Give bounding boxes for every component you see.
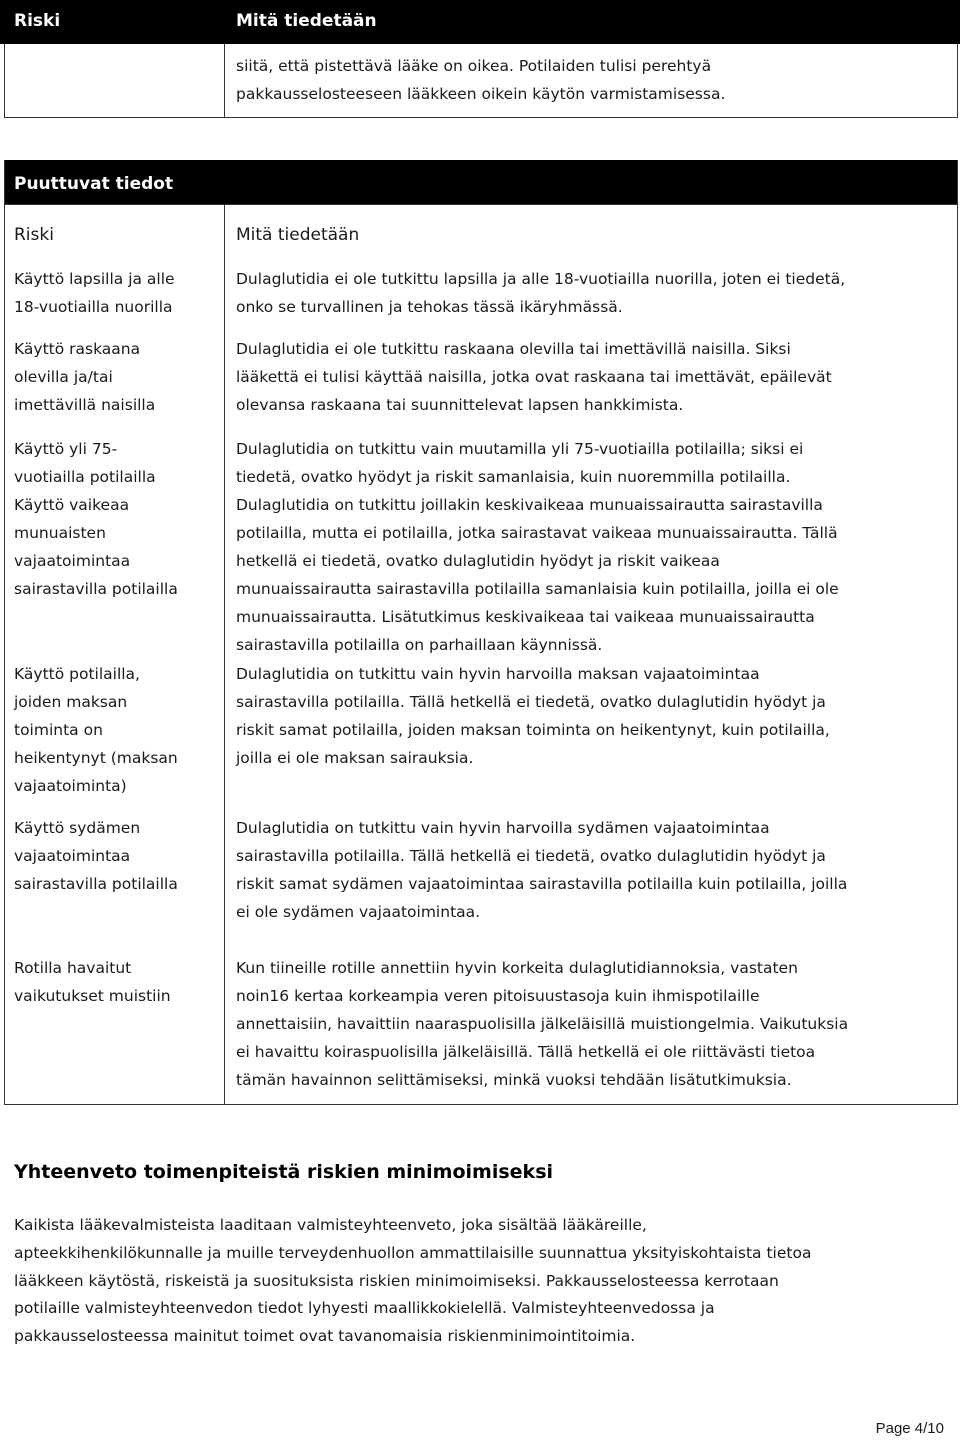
info-line: onko se turvallinen ja tehokas tässä ikäryhmässä. [236, 298, 623, 316]
top-table-left-border [4, 44, 5, 118]
info-line: noin16 kertaa korkeampia veren pitoisuustasoja kuin ihmispotilaille [236, 987, 760, 1005]
missing-table-right-border [957, 160, 958, 1105]
info-line: lääkettä ei tulisi käyttää naisilla, jotka ovat raskaana tai imettävät, epäilevät [236, 368, 832, 386]
info-line: hetkellä ei tiedetä, ovatko dulaglutidin hyödyt ja riskit vaikeaa [236, 552, 720, 570]
risk-line: vajaatoimintaa [14, 847, 131, 865]
info-line: Dulaglutidia on tutkittu vain muutamilla yli 75-vuotiailla potilailla; siksi ei [236, 440, 804, 458]
top-cont-line-2: pakkausselosteeseen lääkkeen oikein käytön varmistamisessa. [236, 85, 726, 103]
top-cont-line-1: siitä, että pistettävä lääke on oikea. Potilaiden tulisi perehtyä [236, 57, 712, 75]
info-line: joilla ei ole maksan sairauksia. [236, 749, 474, 767]
risk-line: Käyttö potilailla, [14, 665, 140, 683]
risk-line: sairastavilla potilailla [14, 580, 178, 598]
col-header-riski: Riski [14, 225, 54, 245]
info-line: Dulaglutidia on tutkittu joillakin keskivaikeaa munuaissairautta sairastavilla [236, 496, 823, 514]
summary-line: pakkausselosteessa mainitut toimet ovat tavanomaisia riskienminimointitoimia. [14, 1327, 636, 1346]
risk-line: olevilla ja/tai [14, 368, 113, 386]
top-header-mita: Mitä tiedetään [236, 11, 377, 31]
top-table-bottom-border [4, 117, 958, 118]
info-line: munuaissairautta sairastavilla potilailla samanlaisia kuin potilailla, joilla ei ole [236, 580, 839, 598]
risk-line: Käyttö lapsilla ja alle [14, 270, 175, 288]
info-line: tiedetä, ovatko hyödyt ja riskit samanlaisia, kuin nuoremmilla potilailla. [236, 468, 791, 486]
summary-line: potilaille valmisteyhteenvedon tiedot lyhyesti maallikkokielellä. Valmisteyhteenvedossa ja [14, 1299, 715, 1318]
info-line: munuaissairautta. Lisätutkimus keskivaikeaa tai vaikeaa munuaissairautta [236, 608, 815, 626]
risk-line: vajaatoimintaa [14, 552, 131, 570]
top-table-header [0, 0, 960, 44]
risk-line: imettävillä naisilla [14, 396, 156, 414]
info-line: Dulaglutidia on tutkittu vain hyvin harvoilla maksan vajaatoimintaa [236, 665, 760, 683]
risk-line: toiminta on [14, 721, 103, 739]
top-table-right-border [957, 44, 958, 118]
risk-line: munuaisten [14, 524, 106, 542]
info-line: sairastavilla potilailla. Tällä hetkellä ei tiedetä, ovatko dulaglutidin hyödyt ja [236, 693, 826, 711]
title-separator [4, 204, 958, 205]
risk-line: Käyttö vaikeaa [14, 496, 130, 514]
risk-line: 18-vuotiailla nuorilla [14, 298, 173, 316]
risk-line: vuotiailla potilailla [14, 468, 156, 486]
missing-table-bottom-border [4, 1104, 958, 1105]
info-line: annettaisiin, havaittiin naaraspuolisilla jälkeläisillä muistiongelmia. Vaikutuksia [236, 1015, 849, 1033]
risk-line: heikentynyt (maksan [14, 749, 178, 767]
summary-line: Kaikista lääkevalmisteista laaditaan valmisteyhteenveto, joka sisältää lääkäreille, [14, 1216, 647, 1234]
risk-line: Käyttö yli 75- [14, 440, 118, 458]
summary-body [14, 1212, 949, 1351]
missing-info-title: Puuttuvat tiedot [14, 174, 174, 194]
risk-line: Käyttö raskaana [14, 340, 141, 358]
info-line: tämän havainnon selittämiseksi, minkä vuoksi tehdään lisätutkimuksia. [236, 1071, 792, 1089]
info-line: sairastavilla potilailla. Tällä hetkellä ei tiedetä, ovatko dulaglutidin hyödyt ja [236, 847, 826, 865]
risk-line: vaikutukset muistiin [14, 987, 171, 1005]
summary-line: lääkkeen käytöstä, riskeistä ja suosituksista riskien minimoimiseksi. Pakkausselosteessa kerrotaan [14, 1271, 779, 1290]
info-line: Kun tiineille rotille annettiin hyvin korkeita dulaglutidiannoksia, vastaten [236, 959, 798, 977]
risk-line: Rotilla havaitut [14, 959, 132, 977]
info-line: Dulaglutidia on tutkittu vain hyvin harvoilla sydämen vajaatoimintaa [236, 819, 770, 837]
missing-table-left-border [4, 160, 5, 1105]
info-line: sairastavilla potilailla on parhaillaan käynnissä. [236, 636, 603, 654]
info-line: potilailla, mutta ei potilailla, jotka sairastavat vaikeaa munuaissairautta. Tällä [236, 524, 838, 542]
page-number: Page 4/10 [875, 1420, 944, 1437]
info-line: Dulaglutidia ei ole tutkittu lapsilla ja alle 18-vuotiailla nuorilla, joten ei tiedetä, [236, 270, 846, 288]
top-table-divider [224, 44, 225, 118]
top-header-riski: Riski [14, 11, 61, 31]
info-line: ei havaittu koiraspuolisilla jälkeläisillä. Tällä hetkellä ei ole riittävästi tietoa [236, 1043, 816, 1061]
risk-line: sairastavilla potilailla [14, 875, 178, 893]
info-line: ei ole sydämen vajaatoimintaa. [236, 903, 481, 921]
summary-heading: Yhteenveto toimenpiteistä riskien minimoimiseksi [14, 1161, 554, 1183]
risk-line: Käyttö sydämen [14, 819, 141, 837]
info-line: riskit samat potilailla, joiden maksan toiminta on heikentynyt, kuin potilailla, [236, 721, 830, 739]
col-header-mita: Mitä tiedetään [236, 225, 360, 245]
risk-line: vajaatoiminta) [14, 777, 127, 795]
missing-table-divider [224, 204, 225, 1105]
info-line: Dulaglutidia ei ole tutkittu raskaana olevilla tai imettävillä naisilla. Siksi [236, 340, 791, 358]
summary-line: apteekkihenkilökunnalle ja muille terveydenhuollon ammattilaisille suunnattua yksityiskohtaista tietoa [14, 1243, 812, 1262]
risk-line: joiden maksan [14, 693, 128, 711]
info-line: riskit samat sydämen vajaatoimintaa sairastavilla potilailla kuin potilailla, joilla [236, 875, 848, 893]
info-line: olevansa raskaana tai suunnittelevat lapsen hankkimista. [236, 396, 684, 414]
